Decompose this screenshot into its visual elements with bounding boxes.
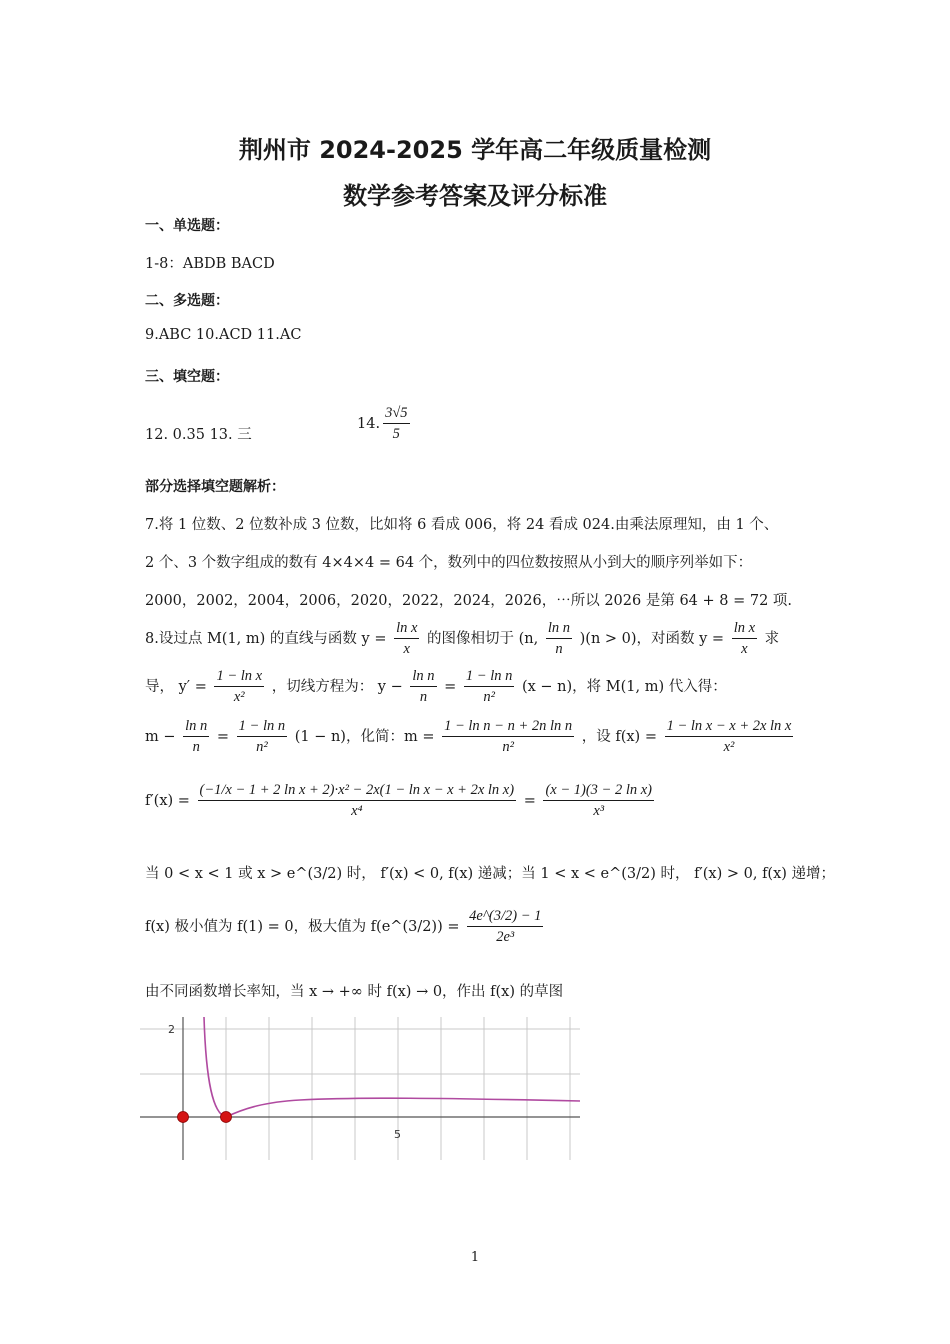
p10-lnn-num: ln n [183, 718, 209, 737]
page-number: 1 [470, 1250, 480, 1265]
frac-lnn-den: n [555, 641, 563, 657]
p10-frac3-num: 1 − ln n − n + 2n ln n [442, 718, 574, 737]
p11-line [145, 782, 657, 820]
p10-text-b: = [216, 729, 230, 745]
p8-line [145, 620, 779, 658]
p12-line: 当 0 < x < 1 或 x > e^(3/2) 时， f′(x) < 0, f(x) 递减；当 1 < x < e^(3/2) 时， f′(x) > 0, f(x) 递增； [145, 866, 836, 882]
p13-line [145, 908, 546, 946]
p11-text-b: = [523, 793, 536, 809]
doc-title: 荆州市 2024-2025 学年高二年级质量检测 [238, 136, 712, 164]
frac-lnx-den: x [403, 641, 410, 657]
p9-text-d: (x − n)，将 M(1, m) 代入得： [521, 679, 727, 695]
frac-lnx2-num: ln x [732, 620, 757, 639]
answers-single-choice: 1-8：ABDB BACD [145, 256, 275, 272]
point-origin [178, 1112, 189, 1123]
p11-frac-den: x⁴ [351, 803, 363, 819]
point-minimum [221, 1112, 232, 1123]
grid-lines [140, 1017, 580, 1160]
p13-frac-num: 4e^(3/2) − 1 [467, 908, 543, 927]
p8-text-a: 8.设过点 M(1, m) 的直线与函数 y = [145, 631, 387, 647]
p10-frac-num: 1 − ln n [237, 718, 287, 737]
p13-frac-den: 2e³ [496, 929, 515, 945]
section-single-choice: 一、单选题： [145, 218, 229, 234]
p10-text-d: ，设 f(x) = [581, 729, 657, 745]
answers-fill-blank: 12. 0.35 13. 三 [145, 427, 252, 443]
y-tick-label: 2 [168, 1023, 175, 1036]
p10-text-c: (1 − n)，化简：m = [294, 729, 435, 745]
p9-line [145, 668, 727, 706]
p8-text-c: )(n > 0)，对函数 y = [579, 631, 725, 647]
answer-14-den: 5 [392, 426, 400, 442]
p9-frac2-num: 1 − ln n [464, 668, 514, 687]
p10-text-a: m − [145, 729, 176, 745]
p10-frac4-num: 1 − ln x − x + 2x ln x [665, 718, 794, 737]
section-analysis: 部分选择填空题解析： [145, 479, 285, 495]
p10-frac4-den: x² [723, 739, 735, 755]
p7-line2: 2 个、3 个数字组成的数有 4×4×4 = 64 个，数列中的四位数按照从小到大的顺序列举如下： [145, 555, 753, 571]
p8-text-d: 求 [764, 631, 780, 647]
p11-frac2-den: x³ [593, 803, 605, 819]
answer-14 [357, 405, 413, 443]
p9-text-c: = [444, 679, 457, 695]
p7-line1: 7.将 1 位数、2 位数补成 3 位数，比如将 6 看成 006，将 24 看成 024.由乘法原理知，由 1 个、 [145, 517, 779, 533]
p9-text-b: ，切线方程为： y − [271, 679, 403, 695]
p11-frac2-num: (x − 1)(3 − 2 ln x) [543, 782, 654, 801]
p11-text-a: f′(x) = [145, 793, 190, 809]
p9-frac1-num: 1 − ln x [214, 668, 264, 687]
x-tick-label: 5 [394, 1128, 401, 1141]
frac-lnn-num: ln n [546, 620, 572, 639]
frac-lnx2-den: x [741, 641, 748, 657]
doc-subtitle: 数学参考答案及评分标准 [343, 182, 607, 210]
p10-frac3-den: n² [502, 739, 514, 755]
p14-line: 由不同函数增长率知，当 x → +∞ 时 f(x) → 0，作出 f(x) 的草图 [145, 984, 564, 1000]
frac-lnx-num: ln x [394, 620, 419, 639]
p9-text-a: 导， y′ = [145, 679, 207, 695]
p7-line3: 2000，2002，2004，2006，2020，2022，2024，2026，⋯所以 2026 是第 64 + 8 = 72 项. [145, 593, 793, 609]
function-curve [204, 1017, 580, 1117]
p8-text-b: 的图像相切于 (n, [427, 631, 539, 647]
answers-multi-choice: 9.ABC 10.ACD 11.AC [145, 327, 302, 343]
p9-lnn-den: n [419, 689, 428, 705]
section-fill-blank: 三、填空题： [145, 369, 229, 385]
answer-14-num: 3√5 [383, 405, 409, 424]
p9-frac2-den: n² [483, 689, 495, 705]
p10-line [145, 718, 796, 756]
answer-14-prefix: 14. [357, 416, 381, 432]
function-sketch [140, 1012, 585, 1162]
p9-frac1-den: x² [233, 689, 245, 705]
section-multi-choice: 二、多选题： [145, 293, 229, 309]
p13-text-a: f(x) 极小值为 f(1) = 0，极大值为 f(e^(3/2)) = [145, 919, 460, 935]
p11-frac-num: (−1/x − 1 + 2 ln x + 2)·x² − 2x(1 − ln x − x + 2x ln x) [198, 782, 517, 801]
p9-lnn-num: ln n [410, 668, 436, 687]
p10-lnn-den: n [192, 739, 200, 755]
p10-frac-den: n² [256, 739, 268, 755]
